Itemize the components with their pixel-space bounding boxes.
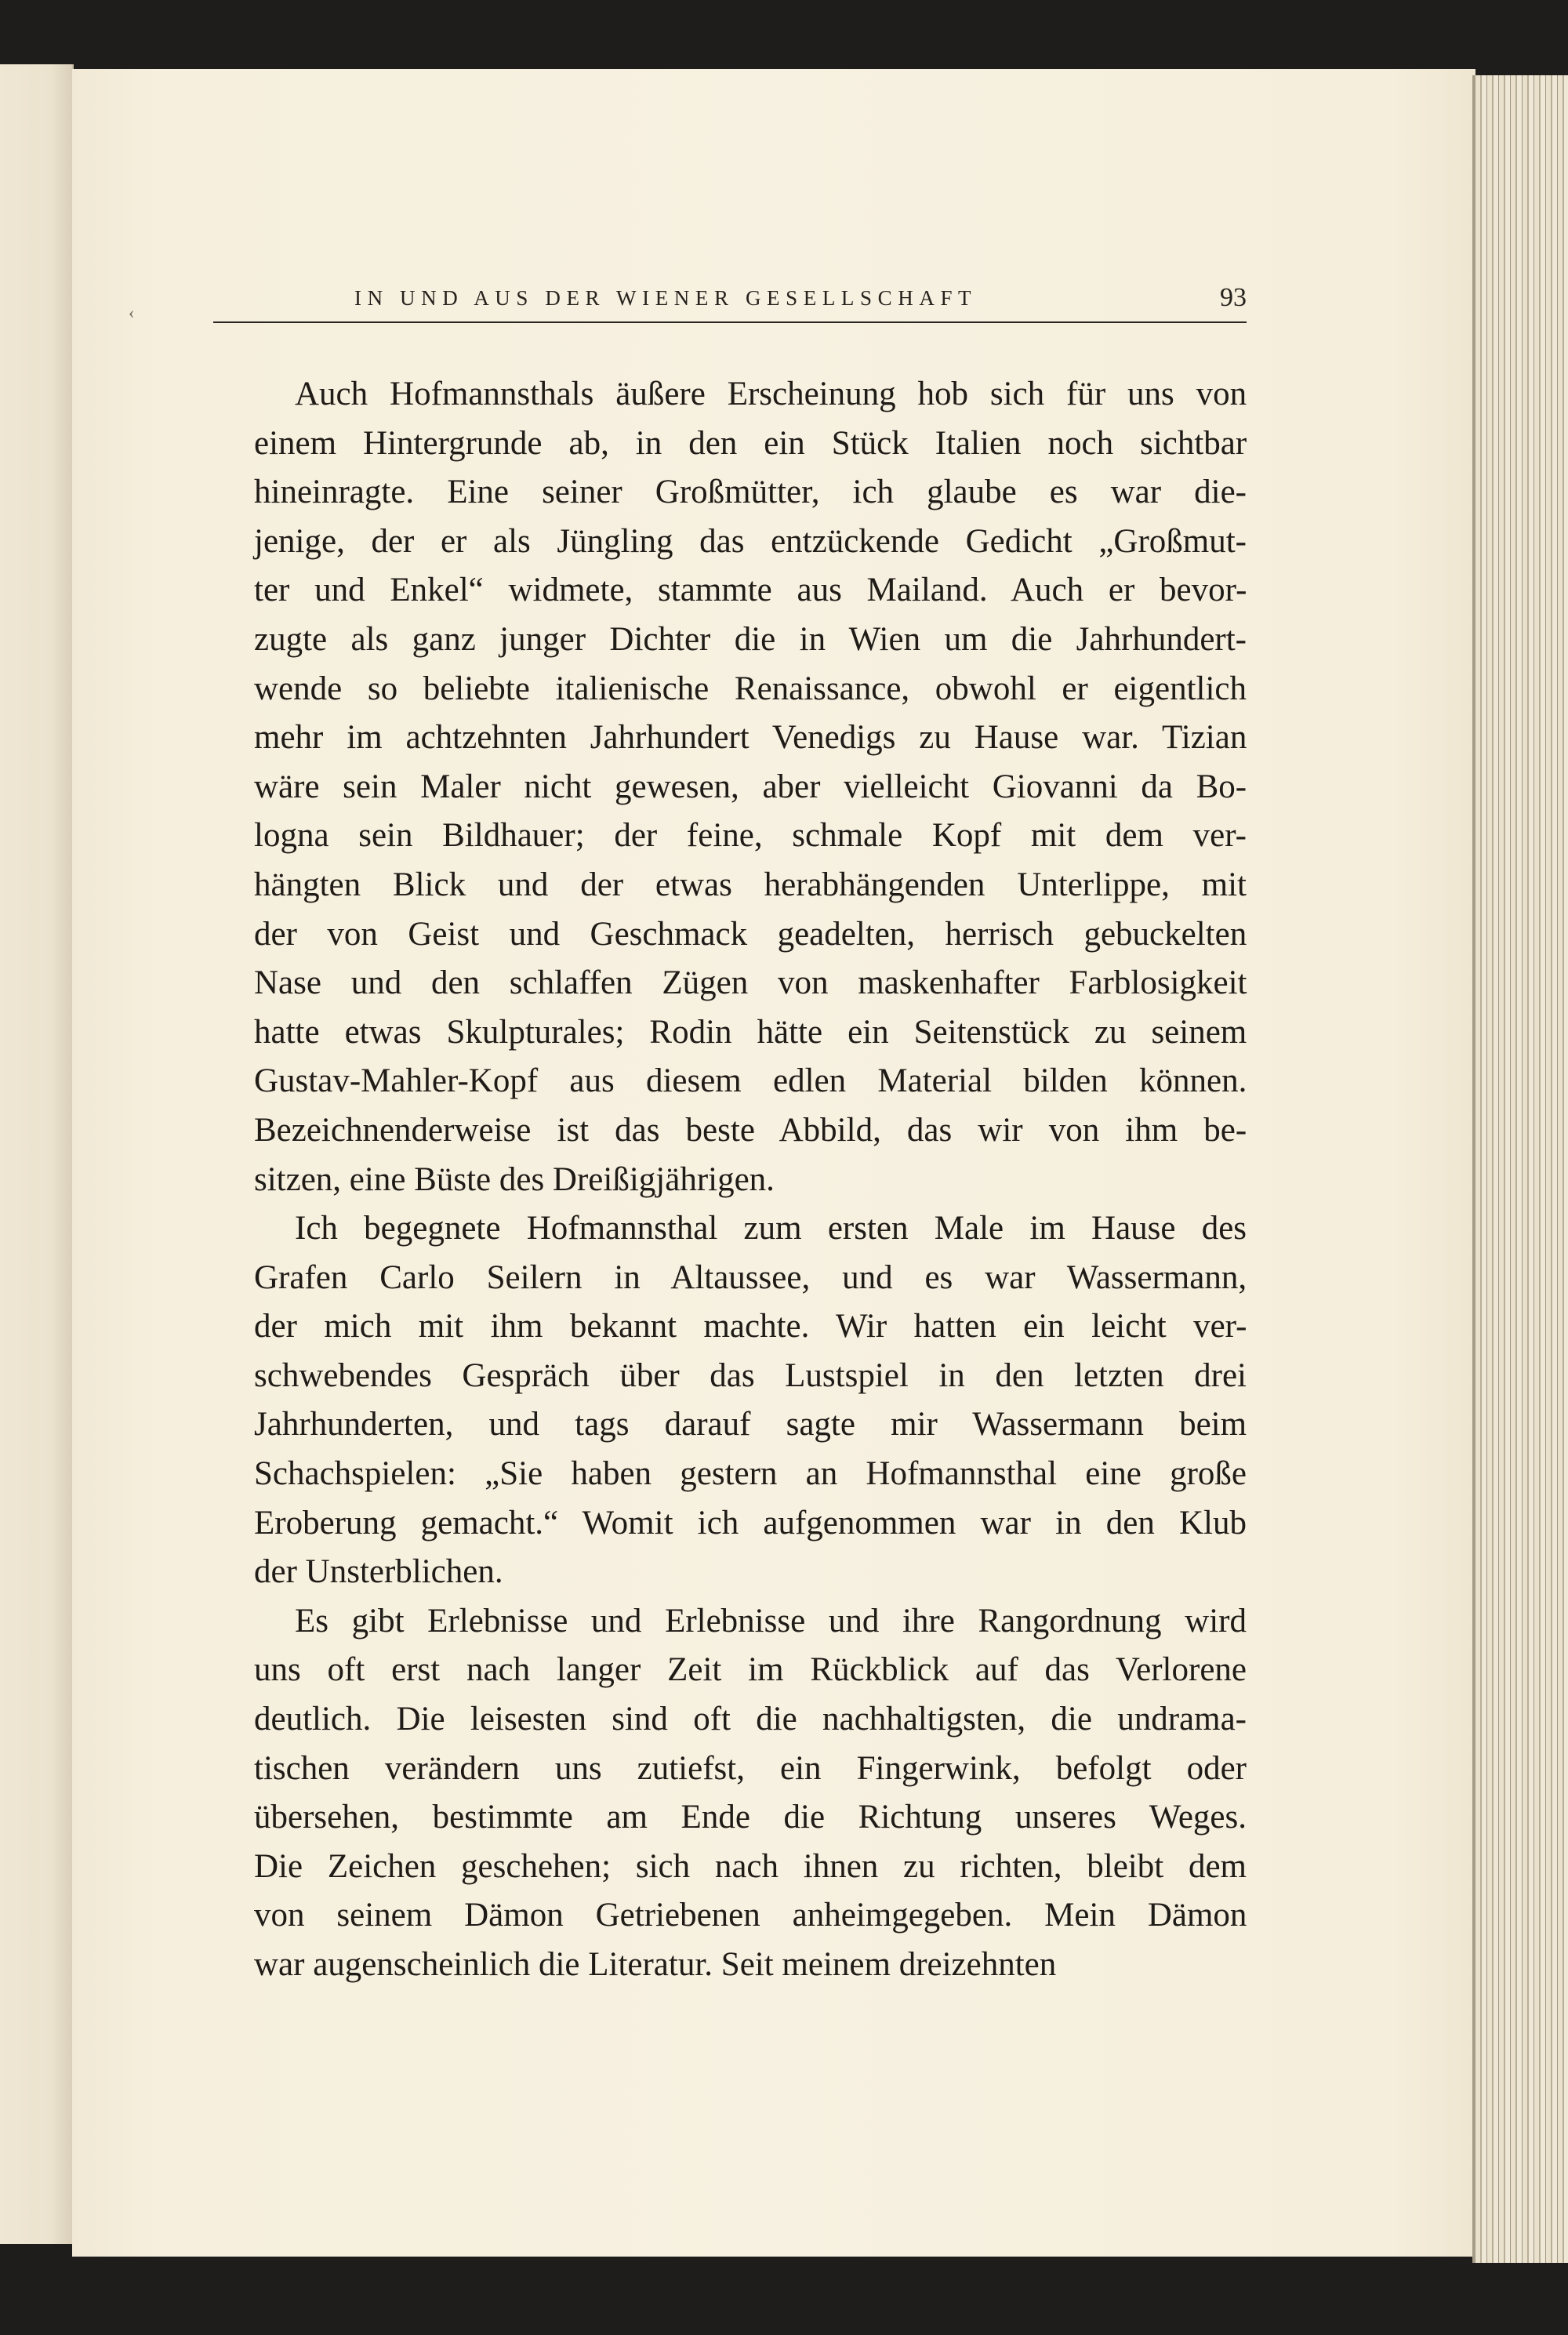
text-line: Nase und den schlaffen Zügen von maskenhafter Farblosigkeit xyxy=(254,964,1247,1002)
paragraph-2 xyxy=(213,1204,1247,1597)
stray-mark: ‹ xyxy=(129,303,135,322)
text-line: uns oft erst nach langer Zeit im Rückblick auf das Verlorene xyxy=(254,1651,1247,1689)
text-line: Schachspielen: „Sie haben gestern an Hofmannsthal eine große xyxy=(254,1455,1247,1493)
text-line: von seinem Dämon Getriebenen anheimgegeben. Mein Dämon xyxy=(254,1897,1247,1934)
text-line: der Unsterblichen. xyxy=(254,1553,503,1591)
text-line: übersehen, bestimmte am Ende die Richtung unseres Weges. xyxy=(254,1799,1247,1836)
text-line: deutlich. Die leisesten sind oft die nachhaltigsten, die undrama- xyxy=(254,1701,1247,1738)
paragraph-3 xyxy=(213,1597,1247,1990)
text-line: tischen verändern uns zutiefst, ein Fingerwink, befolgt oder xyxy=(254,1749,1247,1787)
text-line: hängten Blick und der etwas herabhängenden Unterlippe, mit xyxy=(254,866,1247,903)
text-line: jenige, der er als Jüngling das entzückende Gedicht „Großmut- xyxy=(254,522,1247,560)
paragraph-1 xyxy=(213,370,1247,1204)
text-line: Jahrhunderten, und tags darauf sagte mir Wassermann beim xyxy=(254,1406,1247,1443)
text-line: war augenscheinlich die Literatur. Seit meinem dreizehnten xyxy=(254,1946,1057,1983)
running-head xyxy=(213,282,1247,323)
page-number: 93 xyxy=(1220,283,1247,312)
text-line: zugte als ganz junger Dichter die in Wien um die Jahrhundert- xyxy=(254,620,1247,658)
text-line: Bezeichnenderweise ist das beste Abbild, das wir von ihm be- xyxy=(254,1111,1247,1149)
text-line: wäre sein Maler nicht gewesen, aber vielleicht Giovanni da Bo- xyxy=(254,768,1247,805)
text-line: Eroberung gemacht.“ Womit ich aufgenommen war in den Klub xyxy=(254,1504,1247,1542)
text-line: der von Geist und Geschmack geadelten, herrisch gebuckelten xyxy=(254,915,1247,953)
text-line: wende so beliebte italienische Renaissance, obwohl er eigentlich xyxy=(254,670,1247,707)
text-line: ter und Enkel“ widmete, stammte aus Mailand. Auch er bevor- xyxy=(254,572,1247,609)
text-line: hatte etwas Skulpturales; Rodin hätte ein Seitenstück zu seinem xyxy=(254,1013,1247,1051)
text-line: mehr im achtzehnten Jahrhundert Venedigs zu Hause war. Tizian xyxy=(254,719,1247,757)
text-line: Grafen Carlo Seilern in Altaussee, und es war Wassermann, xyxy=(254,1258,1247,1296)
text-line: Die Zeichen geschehen; sich nach ihnen zu richten, bleibt dem xyxy=(254,1847,1247,1885)
page-block-edges xyxy=(1475,75,1568,2263)
text-line: einem Hintergrunde ab, in den ein Stück Italien noch sichtbar xyxy=(254,424,1247,462)
text-line: schwebendes Gespräch über das Lustspiel in den letzten drei xyxy=(254,1356,1247,1394)
facing-page-edge xyxy=(0,64,74,2244)
body-text xyxy=(213,370,1247,1990)
text-line: Es gibt Erlebnisse und Erlebnisse und ihre Rangordnung wird xyxy=(295,1602,1247,1640)
text-line: Ich begegnete Hofmannsthal zum ersten Male im Hause des xyxy=(295,1210,1247,1247)
text-line: logna sein Bildhauer; der feine, schmale Kopf mit dem ver- xyxy=(254,817,1247,855)
text-line: Gustav-Mahler-Kopf aus diesem edlen Material bilden können. xyxy=(254,1062,1247,1100)
text-line: sitzen, eine Büste des Dreißigjährigen. xyxy=(254,1160,775,1198)
running-head-title: IN UND AUS DER WIENER GESELLSCHAFT xyxy=(354,286,978,310)
text-line: Auch Hofmannsthals äußere Erscheinung hob sich für uns von xyxy=(295,376,1247,412)
text-line: hineinragte. Eine seiner Großmütter, ich glaube es war die- xyxy=(254,474,1247,511)
text-line: der mich mit ihm bekannt machte. Wir hatten ein leicht ver- xyxy=(254,1308,1247,1345)
